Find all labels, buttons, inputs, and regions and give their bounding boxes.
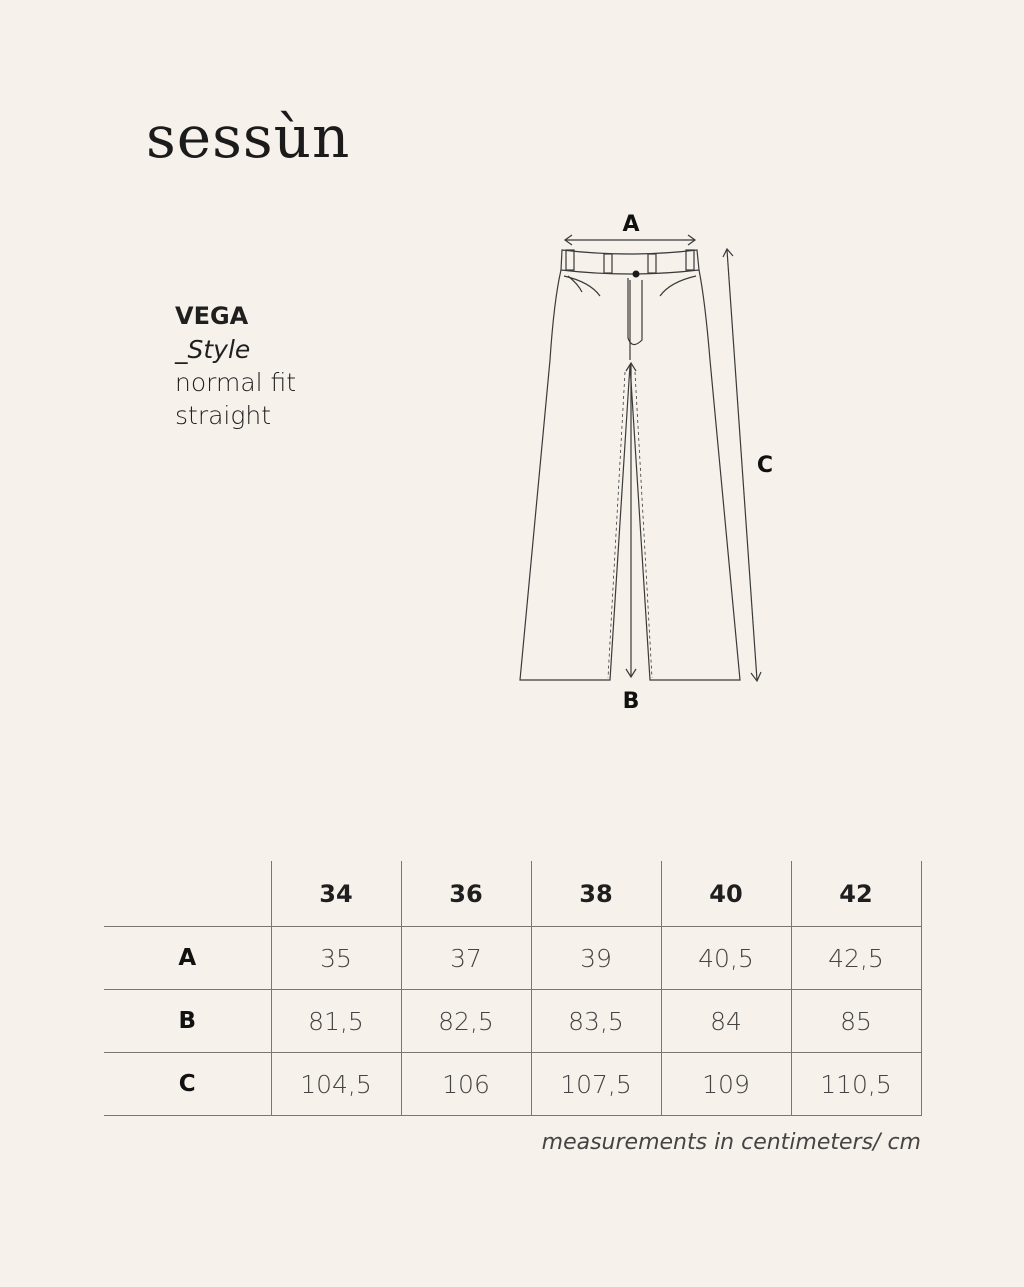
table-cell: 104,5 (271, 1053, 401, 1116)
belt-loop (686, 250, 694, 270)
table-cell: 110,5 (791, 1053, 921, 1116)
table-cell: 39 (531, 927, 661, 990)
belt-loop (648, 254, 656, 273)
row-label: B (104, 990, 271, 1053)
dimension-c-label: C (756, 453, 774, 478)
table-cell: 84 (661, 990, 791, 1053)
table-cell: 42,5 (791, 927, 921, 990)
measurement-note: measurements in centimeters/ cm (541, 1130, 921, 1155)
table-cell: 109 (661, 1053, 791, 1116)
size-header: 36 (401, 861, 531, 927)
button (633, 271, 640, 278)
pocket-left (564, 276, 600, 296)
table-cell: 37 (401, 927, 531, 990)
dimension-c-line (727, 250, 757, 680)
table-cell: 81,5 (271, 990, 401, 1053)
inseam-stitch-left (608, 372, 625, 678)
style-info (175, 300, 296, 432)
table-row (104, 1053, 921, 1116)
table-cell: 35 (271, 927, 401, 990)
waistband (561, 250, 699, 274)
inseam-stitch-right (635, 372, 652, 678)
size-table (104, 861, 922, 1116)
table-cell: 40,5 (661, 927, 791, 990)
table-row (104, 990, 921, 1053)
product-name: VEGA (175, 302, 249, 330)
size-header: 40 (661, 861, 791, 927)
row-label: A (104, 927, 271, 990)
table-corner (104, 861, 271, 927)
pocket-right (660, 276, 696, 296)
brand-logo: sessùn (146, 103, 351, 171)
belt-loop (604, 254, 612, 273)
dimension-b-label: B (622, 689, 640, 714)
size-header: 34 (271, 861, 401, 927)
size-header: 42 (791, 861, 921, 927)
style-label: _Style (175, 335, 251, 364)
belt-loop (566, 250, 574, 270)
size-header: 38 (531, 861, 661, 927)
table-cell: 85 (791, 990, 921, 1053)
table-cell: 106 (401, 1053, 531, 1116)
dimension-a-label: A (622, 212, 640, 237)
table-cell: 82,5 (401, 990, 531, 1053)
row-label: C (104, 1053, 271, 1116)
table-row (104, 927, 921, 990)
table-cell: 107,5 (531, 1053, 661, 1116)
table-header-row (104, 861, 921, 927)
fit-description: normal fit (175, 368, 297, 397)
cut-description: straight (175, 401, 272, 430)
table-cell: 83,5 (531, 990, 661, 1053)
jeans-illustration (500, 200, 800, 730)
jeans-diagram (500, 200, 800, 730)
coin-pocket (568, 276, 582, 292)
